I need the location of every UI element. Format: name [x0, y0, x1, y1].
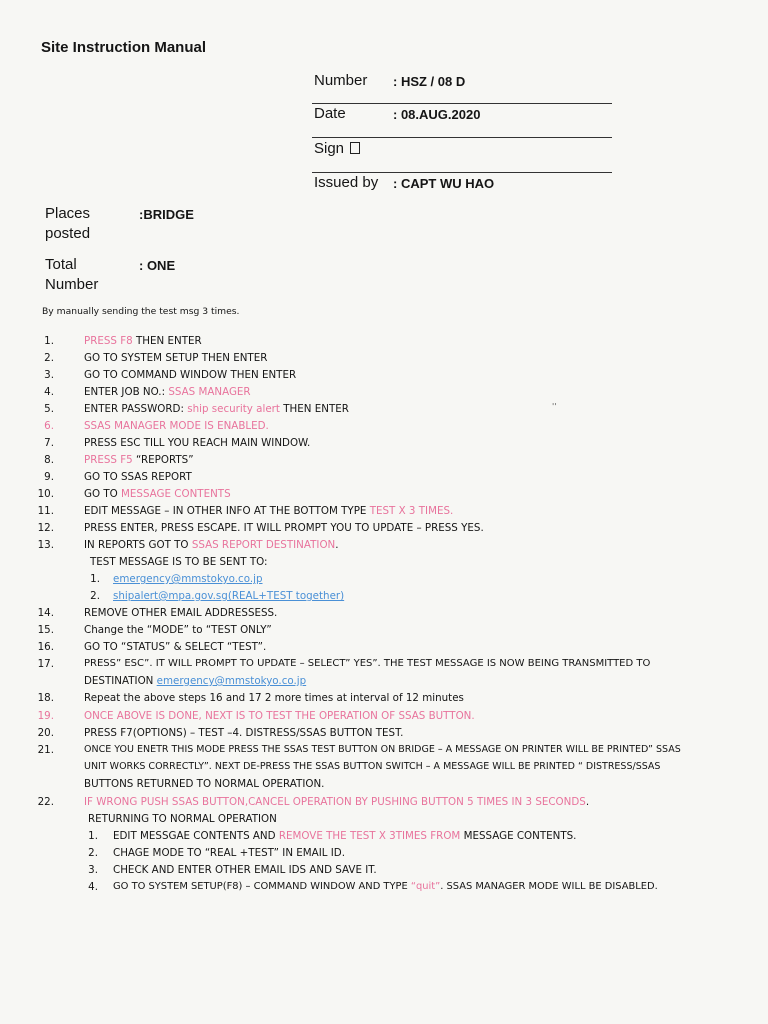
item-highlight: SSAS REPORT DESTINATION [191, 539, 336, 551]
item-text: ENTER JOB NO.: [84, 386, 169, 398]
item-text: THEN ENTER [132, 335, 202, 347]
item-number: 17. [37, 658, 54, 670]
item-number: 2. [90, 590, 100, 602]
item-text: PRESS F7(OPTIONS) – TEST –4. DISTRESS/SSAS BUTTON TEST. [84, 727, 404, 739]
item-number: 22. [37, 796, 54, 808]
item-number: 8. [44, 454, 54, 466]
item-number: 1. [90, 573, 100, 585]
places-label-line1: Places [45, 205, 91, 222]
item-text: GO TO COMMAND WINDOW THEN ENTER [84, 369, 297, 381]
list-item-continuation: UNIT WORKS CORRECTLY”. NEXT DE-PRESS THE SSAS BUTTON SWITCH – A MESSAGE WILL BE PRINTED “ DISTRESS/SSAS [84, 761, 661, 772]
item-highlight: PRESS F8 [84, 335, 133, 347]
item-text: IN REPORTS GOT TO [84, 539, 192, 551]
number-value: : HSZ / 08 D [393, 74, 466, 89]
item-highlight: MESSAGE CONTENTS [121, 488, 231, 500]
item-number: 2. [88, 847, 98, 859]
item-number: 3. [88, 864, 98, 876]
item-number: 3. [44, 369, 54, 381]
sign-row [314, 140, 360, 157]
item-number: 20. [37, 727, 54, 739]
stray-mark: '' [552, 402, 557, 411]
intro-text: By manually sending the test msg 3 times. [42, 306, 240, 317]
item-text: . [335, 539, 339, 551]
item-text: GO TO “STATUS” & SELECT “TEST”. [84, 641, 267, 653]
total-number-value: : ONE [139, 258, 176, 273]
document-title: Site Instruction Manual [41, 39, 207, 56]
item-text: Change the “MODE” to “TEST ONLY” [84, 624, 272, 636]
item-text: GO TO [84, 488, 122, 500]
item-number: 11. [37, 505, 54, 517]
item-text: GO TO SSAS REPORT [84, 471, 192, 483]
item-number: 16. [37, 641, 54, 653]
item-highlight: ONCE ABOVE IS DONE, NEXT IS TO TEST THE OPERATION OF SSAS BUTTON. [84, 710, 475, 722]
date-label: Date [314, 105, 346, 122]
item-text: CHECK AND ENTER OTHER EMAIL IDS AND SAVE IT. [113, 864, 377, 876]
item-number: 7. [44, 437, 54, 449]
places-posted-value: :BRIDGE [139, 207, 194, 222]
item-number: 1. [44, 335, 54, 347]
list-item-continuation: BUTTONS RETURNED TO NORMAL OPERATION. [84, 778, 325, 790]
item-number: 6. [44, 420, 54, 432]
list-item-continuation: RETURNING TO NORMAL OPERATION [88, 813, 277, 825]
number-label: Number [314, 72, 368, 89]
date-value: : 08.AUG.2020 [393, 107, 481, 122]
item-text: THEN ENTER [279, 403, 349, 415]
item-text: CHAGE MODE TO “REAL +TEST” IN EMAIL ID. [113, 847, 346, 859]
item-number: 1. [88, 830, 98, 842]
item-text: GO TO SYSTEM SETUP(F8) – COMMAND WINDOW AND TYPE [113, 881, 411, 892]
item-highlight: SSAS MANAGER MODE IS ENABLED. [84, 420, 269, 432]
item-text: EDIT MESSGAE CONTENTS AND [113, 830, 279, 842]
item-text: PRESS ENTER, PRESS ESCAPE. IT WILL PROMPT YOU TO UPDATE – PRESS YES. [84, 522, 484, 534]
item-number: 21. [37, 744, 54, 756]
total-label-line2: Number [45, 276, 99, 293]
item-number: 5. [44, 403, 54, 415]
item-number: 2. [44, 352, 54, 364]
item-highlight: “quit” [410, 881, 441, 892]
sub-heading: TEST MESSAGE IS TO BE SENT TO: [90, 556, 268, 568]
item-text: PRESS ESC TILL YOU REACH MAIN WINDOW. [84, 437, 311, 449]
item-text: . [585, 796, 590, 808]
item-text: DESTINATION [84, 675, 157, 687]
divider-line [312, 172, 612, 173]
divider-line [312, 137, 612, 138]
sign-label: Sign [314, 140, 345, 157]
list-item-continuation [84, 674, 306, 688]
item-text: MESSAGE CONTENTS. [460, 830, 577, 842]
places-posted-label [45, 204, 90, 244]
issued-by-value: : CAPT WU HAO [393, 176, 495, 191]
item-highlight: ship security alert [187, 403, 280, 415]
total-label-line1: Total [45, 256, 77, 273]
item-text: GO TO SYSTEM SETUP THEN ENTER [84, 352, 268, 364]
email-link[interactable]: emergency@mmstokyo.co.jp [156, 675, 307, 687]
item-highlight: PRESS F5 [84, 454, 133, 466]
item-text: EDIT MESSAGE – IN OTHER INFO AT THE BOTTOM TYPE [84, 505, 370, 517]
total-number-label [45, 255, 98, 295]
item-number: 10. [37, 488, 54, 500]
item-highlight: REMOVE THE TEST X 3TIMES FROM [278, 830, 461, 842]
item-number: 18. [37, 692, 54, 704]
item-number: 19. [37, 710, 54, 722]
issued-by-label: Issued by [314, 174, 379, 191]
places-label-line2: posted [45, 225, 91, 242]
item-text: “REPORTS” [132, 454, 194, 466]
item-number: 14. [37, 607, 54, 619]
divider-line [312, 103, 612, 104]
item-highlight: TEST X 3 TIMES. [369, 505, 454, 517]
item-text: . SSAS MANAGER MODE WILL BE DISABLED. [440, 881, 658, 892]
item-text: ENTER PASSWORD: [84, 403, 188, 415]
item-highlight: IF WRONG PUSH SSAS BUTTON,CANCEL OPERATION BY PUSHING BUTTON 5 TIMES IN 3 SECONDS [84, 796, 586, 808]
item-text: Repeat the above steps 16 and 17 2 more times at interval of 12 minutes [84, 692, 464, 704]
item-text: REMOVE OTHER EMAIL ADDRESSESS. [84, 607, 278, 619]
email-link[interactable]: shipalert@mpa.gov.sg(REAL+TEST together) [113, 590, 345, 602]
item-number: 15. [37, 624, 54, 636]
item-text: PRESS” ESC”. IT WILL PROMPT TO UPDATE – SELECT” YES”. THE TEST MESSAGE IS NOW BEING TRANSMITTED TO [84, 658, 651, 669]
item-text: ONCE YOU ENETR THIS MODE PRESS THE SSAS TEST BUTTON ON BRIDGE – A MESSAGE ON PRINTER WILL BE PRINTED” SSAS [84, 744, 681, 755]
checkbox-icon [350, 142, 360, 154]
item-number: 13. [37, 539, 54, 551]
item-number: 4. [44, 386, 54, 398]
item-highlight: SSAS MANAGER [168, 386, 251, 398]
email-link[interactable]: emergency@mmstokyo.co.jp [113, 573, 263, 585]
item-number: 9. [44, 471, 54, 483]
item-number: 4. [88, 881, 98, 893]
item-number: 12. [37, 522, 54, 534]
